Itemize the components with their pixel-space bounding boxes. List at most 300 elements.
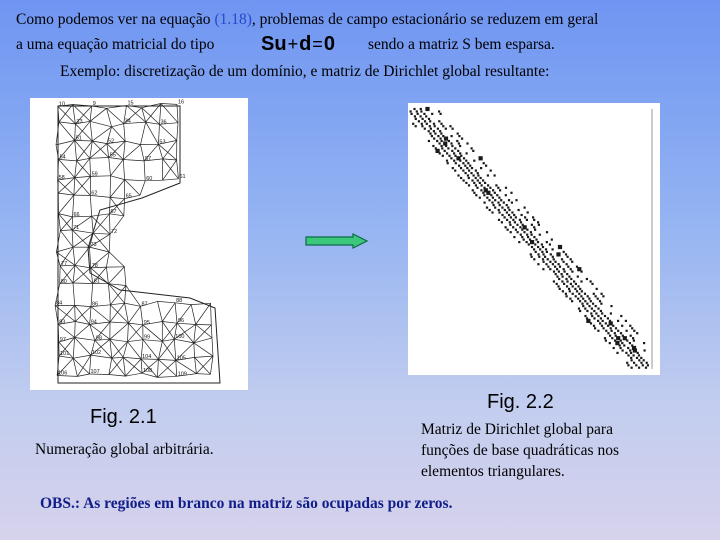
mesh-edge — [90, 324, 95, 340]
matrix-nonzero-entry — [508, 209, 510, 211]
matrix-nonzero-entry — [440, 123, 442, 125]
matrix-nonzero-entry — [439, 142, 441, 144]
mesh-edge — [59, 195, 74, 214]
matrix-nonzero-entry — [554, 261, 556, 263]
matrix-nonzero-entry — [480, 167, 482, 169]
mesh-edge — [75, 305, 91, 306]
mesh-edge — [212, 338, 213, 356]
matrix-nonzero-entry — [552, 263, 554, 265]
mesh-node-label: 97 — [59, 337, 66, 343]
matrix-nonzero-entry — [481, 184, 483, 186]
matrix-nonzero-entry — [613, 347, 615, 349]
matrix-nonzero-entry — [566, 295, 568, 297]
mesh-edge — [75, 338, 95, 341]
matrix-nonzero-entry — [597, 308, 599, 310]
mesh-edge — [161, 104, 177, 105]
mesh-edge — [90, 121, 92, 141]
mesh-outline — [58, 106, 220, 383]
matrix-nonzero-entry — [459, 152, 461, 154]
matrix-nonzero-entry — [577, 298, 579, 300]
mesh-edge — [73, 283, 75, 305]
matrix-nonzero-entry — [476, 187, 478, 189]
mesh-edge — [73, 283, 93, 284]
matrix-nonzero-entry — [504, 209, 506, 211]
matrix-nonzero-entry — [592, 303, 594, 305]
matrix-nonzero-entry — [590, 322, 592, 324]
mesh-edge — [92, 216, 94, 233]
matrix-nonzero-entry — [611, 330, 613, 332]
mesh-edge — [123, 357, 141, 359]
mesh-node-label: 66 — [73, 211, 80, 218]
matrix-nonzero-entry — [477, 179, 479, 181]
matrix-nonzero-entry — [447, 162, 449, 164]
matrix-nonzero-entry — [506, 204, 508, 206]
matrix-nonzero-entry — [549, 268, 551, 270]
matrix-nonzero-entry — [593, 317, 595, 319]
matrix-nonzero-entry — [437, 135, 439, 137]
mesh-edge — [128, 325, 143, 342]
matrix-nonzero-entry — [600, 317, 602, 319]
matrix-nonzero-entry — [452, 167, 454, 169]
mesh-edge — [158, 301, 163, 321]
mesh-node-label: 94 — [90, 319, 97, 326]
matrix-nonzero-entry — [445, 145, 447, 147]
matrix-nonzero-entry — [576, 290, 578, 292]
matrix-nonzero-entry — [458, 165, 460, 167]
mesh-edge — [59, 122, 75, 124]
matrix-nonzero-entry — [425, 107, 429, 111]
matrix-nonzero-entry — [428, 140, 430, 142]
matrix-nonzero-entry — [477, 172, 479, 174]
matrix-nonzero-entry — [617, 330, 619, 332]
matrix-nonzero-entry — [565, 278, 567, 280]
mesh-node-label: 87 — [141, 301, 148, 308]
matrix-nonzero-entry — [627, 354, 629, 356]
intro-line-2-start: a uma equação matricial do tipo — [16, 36, 215, 53]
mesh-edge — [195, 357, 211, 374]
matrix-nonzero-entry — [537, 253, 539, 255]
matrix-nonzero-entry — [526, 241, 528, 243]
matrix-nonzero-entry — [413, 108, 415, 110]
mesh-node-label: 93 — [59, 319, 66, 326]
mesh-edge — [107, 108, 112, 127]
matrix-nonzero-entry — [640, 357, 642, 359]
matrix-nonzero-entry — [562, 290, 564, 292]
matrix-nonzero-entry — [488, 199, 490, 201]
matrix-nonzero-entry — [521, 214, 523, 216]
matrix-nonzero-entry — [448, 155, 450, 157]
mesh-edge — [77, 161, 91, 177]
mesh-node-label: 98 — [95, 335, 102, 342]
matrix-nonzero-entry — [644, 349, 646, 351]
matrix-nonzero-entry — [549, 261, 551, 263]
obs-note: OBS.: As regiões em branco na matriz são ocupadas por zeros. — [40, 495, 453, 512]
mesh-edge — [90, 158, 91, 176]
matrix-nonzero-entry — [416, 110, 418, 112]
intro-line-3: Exemplo: discretização de um domínio, e matriz de Dirichlet global resultante: — [60, 63, 550, 80]
mesh-figure — [30, 98, 248, 390]
matrix-nonzero-entry — [462, 170, 464, 172]
matrix-nonzero-entry — [523, 231, 525, 233]
matrix-nonzero-entry — [511, 211, 513, 213]
matrix-nonzero-entry — [629, 342, 631, 344]
mesh-edge — [174, 339, 176, 360]
matrix-nonzero-entry — [597, 298, 599, 300]
mesh-node-label: 78 — [91, 262, 98, 269]
equation-reference: (1.18) — [214, 11, 252, 28]
matrix-nonzero-entry — [601, 293, 603, 295]
matrix-nonzero-entry — [452, 128, 454, 130]
mesh-edge — [73, 358, 77, 376]
matrix-nonzero-entry — [451, 135, 453, 137]
matrix-nonzero-entry — [494, 207, 496, 209]
matrix-nonzero-entry — [603, 327, 605, 329]
matrix-nonzero-entry — [572, 285, 574, 287]
matrix-nonzero-entry — [479, 197, 481, 199]
matrix-nonzero-entry — [463, 179, 465, 181]
mesh-edge — [163, 160, 177, 180]
mesh-edge — [124, 124, 125, 141]
matrix-nonzero-entry — [567, 256, 569, 258]
matrix-nonzero-entry — [468, 170, 470, 172]
matrix-nonzero-entry — [568, 276, 570, 278]
matrix-nonzero-entry — [459, 160, 461, 162]
mesh-edge — [58, 180, 74, 195]
matrix-nonzero-entry — [465, 172, 467, 174]
matrix-nonzero-entry — [473, 182, 475, 184]
mesh-node-label: 108 — [143, 368, 153, 375]
matrix-nonzero-entry — [630, 335, 632, 337]
matrix-nonzero-entry — [475, 170, 477, 172]
mesh-edge — [162, 303, 175, 322]
mesh-edge — [125, 286, 126, 304]
mesh-edge — [125, 180, 146, 181]
mesh-edge — [90, 106, 92, 121]
matrix-nonzero-entry — [558, 263, 560, 265]
matrix-nonzero-entry — [494, 192, 496, 194]
matrix-nonzero-entry — [477, 174, 479, 176]
matrix-nonzero-entry — [530, 253, 532, 255]
matrix-nonzero-entry — [460, 177, 462, 179]
matrix-nonzero-entry — [441, 140, 443, 142]
matrix-nonzero-entry — [458, 135, 460, 137]
matrix-nonzero-entry — [531, 246, 533, 248]
mesh-edge — [73, 247, 75, 265]
matrix-nonzero-entry — [483, 162, 485, 164]
matrix-nonzero-entry — [480, 177, 482, 179]
matrix-nonzero-entry — [517, 231, 519, 233]
matrix-nonzero-entry — [638, 367, 640, 369]
equation-s: S — [261, 33, 275, 55]
mesh-edge — [90, 144, 107, 159]
matrix-nonzero-entry — [569, 298, 571, 300]
mesh-edge — [175, 303, 177, 323]
matrix-nonzero-entry — [615, 327, 617, 329]
matrix-nonzero-entry — [531, 224, 533, 226]
matrix-nonzero-entry — [565, 253, 567, 255]
matrix-nonzero-entry — [498, 219, 500, 221]
matrix-nonzero-entry — [620, 332, 622, 334]
mesh-node-label: 61 — [179, 173, 186, 180]
matrix-nonzero-entry — [473, 192, 475, 194]
mesh-edge — [157, 376, 176, 377]
matrix-nonzero-entry — [562, 276, 564, 278]
matrix-nonzero-entry — [571, 261, 573, 263]
fig-2-2-caption — [421, 419, 619, 482]
matrix-nonzero-entry — [537, 263, 539, 265]
matrix-nonzero-entry — [450, 142, 452, 144]
matrix-nonzero-entry — [523, 239, 525, 241]
matrix-nonzero-entry — [487, 174, 489, 176]
matrix-nonzero-entry — [537, 221, 539, 223]
matrix-nonzero-entry — [587, 295, 589, 297]
intro-line-1-start: Como podemos ver na equação — [16, 11, 215, 28]
matrix-nonzero-entry — [623, 344, 625, 346]
matrix-nonzero-entry — [556, 252, 560, 256]
matrix-nonzero-entry — [473, 160, 475, 162]
matrix-nonzero-entry — [586, 319, 590, 323]
matrix-nonzero-entry — [538, 224, 540, 226]
matrix-nonzero-entry — [533, 258, 535, 260]
matrix-nonzero-entry — [448, 140, 450, 142]
matrix-nonzero-entry — [542, 253, 544, 255]
matrix-nonzero-entry — [602, 295, 604, 297]
matrix-nonzero-entry — [631, 327, 633, 329]
matrix-nonzero-entry — [431, 135, 433, 137]
matrix-nonzero-entry — [506, 219, 508, 221]
mesh-edge — [110, 197, 125, 198]
mesh-edge — [75, 178, 91, 196]
matrix-nonzero-entry — [527, 211, 529, 213]
matrix-nonzero-entry — [507, 207, 509, 209]
matrix-nonzero-entry — [637, 352, 639, 354]
mesh-edge — [72, 230, 73, 247]
matrix-nonzero-entry — [496, 194, 498, 196]
matrix-nonzero-entry — [631, 367, 633, 369]
mesh-edge — [109, 375, 126, 377]
mesh-edge — [75, 324, 90, 337]
mesh-edge — [128, 323, 142, 325]
matrix-nonzero-entry — [553, 280, 555, 282]
mesh-edge — [128, 306, 140, 323]
matrix-nonzero-entry — [574, 288, 576, 290]
matrix-nonzero-entry — [546, 231, 548, 233]
matrix-nonzero-entry — [542, 246, 544, 248]
matrix-nonzero-entry — [616, 336, 620, 340]
matrix-nonzero-entry — [526, 229, 528, 231]
matrix-nonzero-entry — [610, 327, 612, 329]
matrix-nonzero-entry — [501, 207, 503, 209]
matrix-nonzero-entry — [579, 288, 581, 290]
mesh-edge — [75, 247, 90, 265]
matrix-nonzero-entry — [570, 283, 572, 285]
matrix-nonzero-entry — [418, 120, 420, 122]
matrix-nonzero-entry — [486, 207, 488, 209]
matrix-nonzero-entry — [588, 305, 590, 307]
matrix-nonzero-entry — [584, 308, 586, 310]
matrix-nonzero-entry — [444, 150, 446, 152]
matrix-nonzero-entry — [549, 243, 551, 245]
matrix-nonzero-entry — [447, 147, 449, 149]
mesh-edge — [73, 105, 76, 124]
matrix-nonzero-entry — [619, 344, 621, 346]
mesh-node-label: 53 — [159, 139, 166, 146]
matrix-nonzero-entry — [561, 273, 563, 275]
mesh-node-label: 84 — [56, 300, 63, 307]
matrix-nonzero-entry — [415, 125, 417, 127]
matrix-nonzero-entry — [463, 157, 465, 159]
matrix-nonzero-entry — [521, 236, 523, 238]
matrix-nonzero-entry — [595, 295, 597, 297]
matrix-nonzero-entry — [422, 118, 424, 120]
matrix-nonzero-entry — [458, 142, 460, 144]
matrix-nonzero-entry — [569, 290, 571, 292]
matrix-nonzero-entry — [633, 362, 635, 364]
matrix-nonzero-entry — [519, 219, 521, 221]
mesh-edge — [75, 305, 76, 321]
matrix-nonzero-entry — [421, 125, 423, 127]
matrix-nonzero-entry — [556, 276, 558, 278]
mesh-edge — [75, 176, 91, 177]
mesh-edge — [75, 322, 76, 338]
matrix-nonzero-entry — [440, 133, 442, 135]
matrix-nonzero-entry — [542, 258, 544, 260]
mesh-node-label: 99 — [144, 334, 151, 341]
mesh-node-label: 65 — [125, 193, 132, 200]
matrix-nonzero-entry — [640, 362, 642, 364]
matrix-nonzero-entry — [620, 347, 622, 349]
matrix-nonzero-entry — [571, 271, 573, 273]
matrix-nonzero-entry — [581, 290, 583, 292]
mesh-node-label: 62 — [91, 190, 98, 197]
matrix-nonzero-entry — [410, 110, 412, 112]
mesh-node-label: 54 — [59, 154, 66, 161]
matrix-nonzero-entry — [494, 199, 496, 201]
matrix-nonzero-entry — [420, 108, 422, 110]
matrix-nonzero-entry — [590, 280, 592, 282]
mesh-edge — [110, 339, 128, 341]
mesh-node-label: 107 — [90, 369, 100, 375]
equation-u: u — [274, 33, 287, 55]
mesh-edge — [196, 374, 210, 375]
matrix-nonzero-entry — [497, 202, 499, 204]
matrix-nonzero-entry — [491, 211, 493, 213]
matrix-nonzero-entry — [433, 123, 435, 125]
matrix-nonzero-entry — [558, 245, 562, 249]
equation-d: d — [299, 33, 312, 55]
matrix-nonzero-entry — [489, 187, 491, 189]
matrix-nonzero-entry — [412, 123, 414, 125]
matrix-nonzero-entry — [620, 340, 622, 342]
matrix-nonzero-entry — [453, 152, 455, 154]
matrix-nonzero-entry — [625, 352, 627, 354]
matrix-nonzero-entry — [575, 295, 577, 297]
matrix-nonzero-entry — [550, 253, 552, 255]
mesh-node-label: 51 — [75, 135, 82, 142]
mesh-node-label: 101 — [60, 351, 70, 357]
matrix-nonzero-entry — [590, 312, 592, 314]
mesh-edge — [211, 325, 212, 338]
matrix-nonzero-entry — [510, 192, 512, 194]
matrix-nonzero-entry — [590, 300, 592, 302]
matrix-nonzero-entry — [533, 219, 535, 221]
matrix-nonzero-entry — [441, 147, 443, 149]
mesh-edge — [110, 214, 111, 234]
matrix-nonzero-entry — [575, 283, 577, 285]
mesh-node-label: 55 — [109, 152, 116, 159]
matrix-nonzero-entry — [430, 128, 432, 130]
mesh-edge — [194, 325, 196, 343]
matrix-nonzero-entry — [519, 226, 521, 228]
matrix-nonzero-entry — [482, 192, 484, 194]
mesh-node-label: 60 — [146, 175, 153, 182]
matrix-nonzero-entry — [629, 325, 631, 327]
matrix-nonzero-entry — [510, 216, 512, 218]
mesh-edge — [110, 303, 125, 322]
matrix-nonzero-entry — [456, 140, 458, 142]
matrix-nonzero-entry — [556, 283, 558, 285]
matrix-nonzero-entry — [645, 367, 647, 369]
matrix-nonzero-entry — [571, 300, 573, 302]
mesh-node-label: 34 — [124, 118, 131, 125]
matrix-nonzero-entry — [466, 152, 468, 154]
mesh-edge — [157, 360, 175, 377]
mesh-node-label: 52 — [107, 138, 115, 145]
mesh-edge — [107, 144, 109, 158]
matrix-nonzero-entry — [554, 266, 556, 268]
mesh-node-label: 86 — [92, 301, 99, 308]
matrix-nonzero-entry — [484, 182, 486, 184]
matrix-nonzero-entry — [509, 221, 511, 223]
matrix-nonzero-entry — [533, 248, 535, 250]
matrix-nonzero-entry — [521, 229, 523, 231]
matrix-nonzero-entry — [601, 312, 603, 314]
matrix-nonzero-entry — [461, 138, 463, 140]
matrix-nonzero-entry — [460, 167, 462, 169]
matrix-nonzero-entry — [611, 337, 613, 339]
matrix-nonzero-entry — [643, 359, 645, 361]
matrix-nonzero-entry — [539, 248, 541, 250]
mesh-edge — [162, 322, 174, 340]
matrix-nonzero-entry — [555, 273, 557, 275]
equation-equals: = — [312, 34, 323, 54]
matrix-nonzero-entry — [508, 199, 510, 201]
mesh-edge — [75, 338, 91, 356]
mesh-edge — [112, 124, 124, 127]
matrix-nonzero-entry — [513, 214, 515, 216]
matrix-nonzero-entry — [633, 348, 637, 352]
matrix-nonzero-entry — [534, 243, 536, 245]
mesh-edge — [60, 230, 72, 231]
mesh-edge — [73, 338, 74, 359]
matrix-nonzero-entry — [420, 110, 422, 112]
mesh-edge — [196, 303, 211, 324]
matrix-equation — [261, 33, 335, 56]
mesh-edge — [109, 252, 124, 267]
matrix-nonzero-entry — [437, 128, 439, 130]
matrix-nonzero-entry — [446, 152, 448, 154]
matrix-nonzero-entry — [559, 266, 561, 268]
mesh-edge — [157, 359, 158, 377]
matrix-nonzero-entry — [512, 219, 514, 221]
matrix-nonzero-entry — [509, 224, 511, 226]
matrix-nonzero-entry — [563, 268, 565, 270]
mesh-edge — [58, 324, 74, 337]
matrix-nonzero-entry — [498, 211, 500, 213]
matrix-nonzero-entry — [577, 285, 579, 287]
matrix-nonzero-entry — [586, 303, 588, 305]
matrix-nonzero-entry — [466, 167, 468, 169]
